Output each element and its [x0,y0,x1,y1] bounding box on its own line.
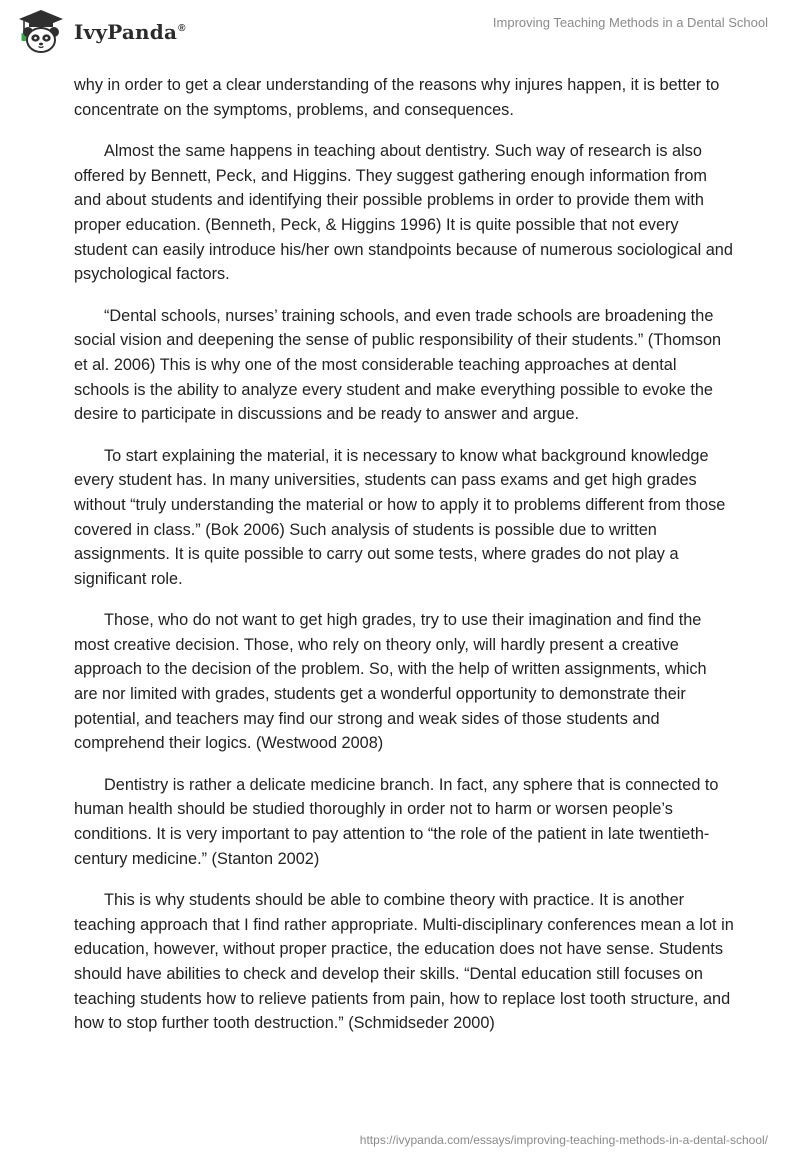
paragraph-5: Those, who do not want to get high grades, try to use their imagination and find the most creative decision. Those, who rely on theory only, will hardly present a creative approach to the decision of the problem. So, with the help of written assignments, which are nor limited with grades, students get a wonderful opportunity to demonstrate their potential, and teachers may find our strong and weak sides of those students and comprehend their logics. (Westwood 2008) [74,611,707,753]
paragraph-2: Almost the same happens in teaching about dentistry. Such way of research is also offered by Bennett, Peck, and Higgins. They suggest gathering enough information from and about students and identifying their possible problems in order to provide them with proper education. (Benneth, Peck, & Higgins 1996) It is quite possible that not every student can easily introduce his/her own standpoints because of numerous sociological and psychological factors. [74,142,733,284]
paragraph-7: This is why students should be able to combine theory with practice. It is another teaching approach that I find rather appropriate. Multi-disciplinary conferences mean a lot in education, however, without proper practice, the education does not have sense. Students should have abilities to check and develop their skills. “Dental education still focuses on teaching students how to relieve patients from pain, how to replace lost tooth structure, and how to stop further tooth destruction.” (Schmidseder 2000) [74,891,734,1033]
registered-mark: ® [178,23,186,35]
logo-wordmark [74,20,186,44]
panda-graduate-icon [16,8,66,54]
document-title: Improving Teaching Methods in a Dental School [492,15,768,30]
paragraph-3: “Dental schools, nurses’ training schools, and even trade schools are broadening the social vision and deepening the sense of public responsibility of their students.” (Thomson et al. 2006) This is why one of the most considerable teaching approaches at dental schools is the ability to analyze every student and make everything possible to evoke the desire to participate in discussions and be ready to answer and argue. [74,306,722,424]
page-header [0,0,800,62]
paragraph-6: Dentistry is rather a delicate medicine branch. In fact, any sphere that is connected to human health should be studied thoroughly in order not to harm or worsen people’s conditions. It is very important to pay attention to “the role of the patient in late twentieth-century medicine.” (Stanton 2002) [74,775,719,868]
source-url[interactable]: https://ivypanda.com/essays/improving-teaching-methods-in-a-dental-school/ [359,1133,768,1147]
logo-wordmark-text: IvyPanda [74,20,178,44]
ivypanda-logo[interactable] [16,8,186,54]
essay-body [74,73,734,1053]
paragraph-1: why in order to get a clear understanding of the reasons why injures happen, it is better to concentrate on the symptoms, problems, and consequences. [74,76,720,119]
paragraph-4: To start explaining the material, it is necessary to know what background knowledge every student has. In many universities, students can pass exams and get high grades without “truly understanding the material or how to apply it to problems different from those covered in class.” (Bok 2006) Such analysis of students is possible due to written assignments. It is quite possible to carry out some tests, where grades do not play a significant role. [74,446,726,588]
